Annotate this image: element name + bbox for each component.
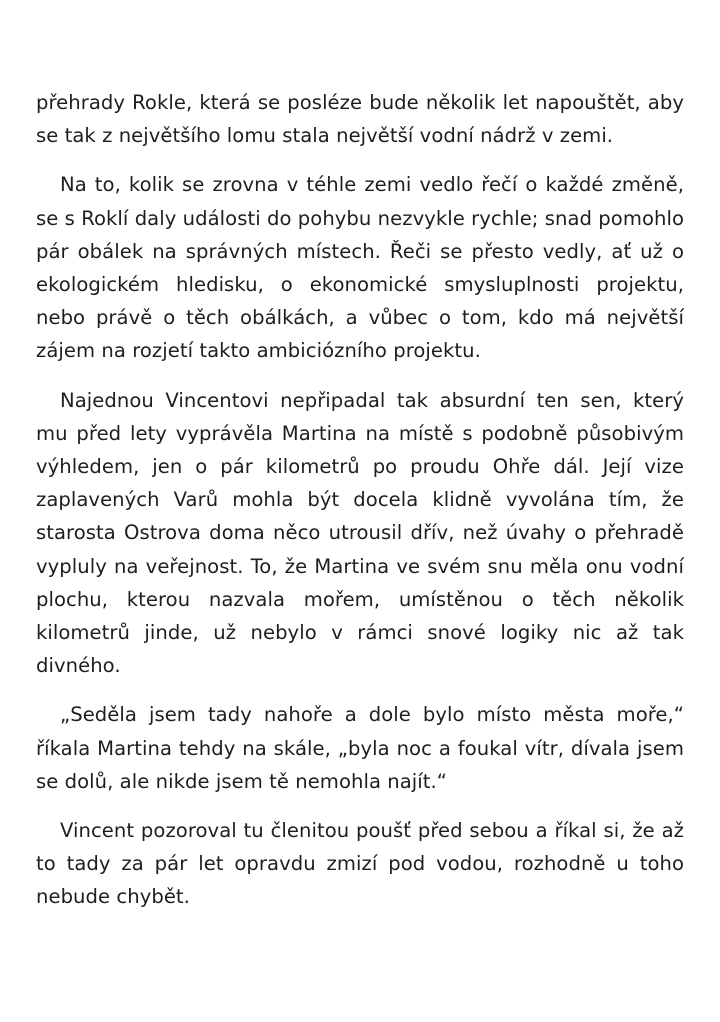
paragraph-2: Na to, kolik se zrovna v téhle zemi vedlo řečí o každé změně, se s Roklí daly události do pohybu nezvykle rychle; snad pomohlo pár obálek na správných místech. Řeči se přesto vedly, ať už o ekologickém hledisku, o ekonomické smysluplnosti projektu, nebo právě o těch obálkách, a vůbec o tom, kdo má největší zájem na rozjetí takto ambiciózního projektu. [36, 173, 684, 363]
paragraph-1: přehrady Rokle, která se posléze bude několik let napouštět, aby se tak z největšího lomu stala největší vodní nádrž v zemi. [36, 91, 684, 148]
paragraph-3: Najednou Vincentovi nepřipadal tak absurdní ten sen, který mu před lety vyprávěla Martina na místě s podobně působivým výhledem, jen o pár kilometrů po proudu Ohře dál. Její vize zaplavených Varů mohla být docela klidně vyvolána tím, že starosta Ostrova doma něco utrousil dřív, než úvahy o přehradě vypluly na veřejnost. To, že Martina ve svém snu měla onu vodní plochu, kterou nazvala mořem, umístěnou o těch několik kilometrů jinde, už nebylo v rámci snové logiky nic až tak divného. [36, 388, 684, 678]
document-page [36, 86, 684, 930]
paragraph-4: „Seděla jsem tady nahoře a dole bylo místo města moře,“ říkala Martina tehdy na skále, „byla noc a foukal vítr, dívala jsem se dolů, ale nikde jsem tě nemohla najít.“ [36, 703, 684, 793]
paragraph-5: Vincent pozoroval tu členitou poušť před sebou a říkal si, že až to tady za pár let opravdu zmizí pod vodou, rozhodně u toho nebude chybět. [36, 819, 684, 909]
